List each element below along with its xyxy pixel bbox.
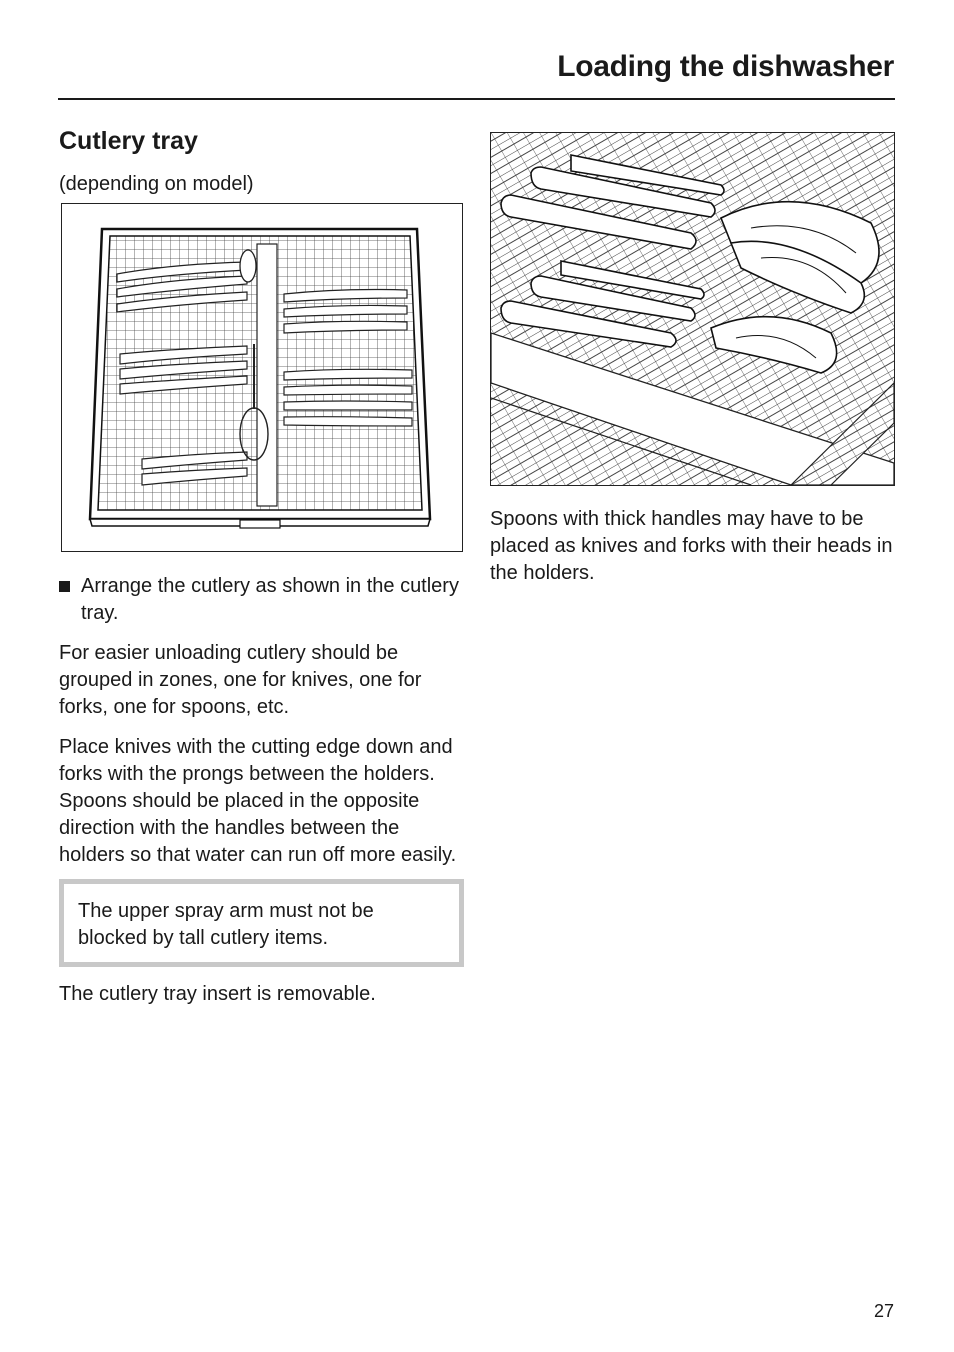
- square-bullet-icon: [59, 581, 70, 592]
- right-column: [490, 132, 895, 587]
- notice-box: [59, 879, 464, 967]
- header-divider: [58, 98, 895, 100]
- right-paragraph: Spoons with thick handles may have to be placed as knives and forks with their heads in the holders.: [490, 508, 893, 584]
- footer-note: The cutlery tray insert is removable.: [59, 983, 376, 1005]
- section-title: Cutlery tray: [59, 127, 198, 155]
- bullet-text: Arrange the cutlery as shown in the cutlery tray.: [81, 575, 459, 624]
- left-column: [59, 124, 464, 1008]
- page-heading: Loading the dishwasher: [557, 50, 894, 83]
- notice-text: The upper spray arm must not be blocked by tall cutlery items.: [78, 900, 374, 949]
- cutlery-rack-closeup-illustration: [490, 132, 895, 486]
- section-subtitle: (depending on model): [59, 173, 254, 195]
- instruction-bullet: [59, 573, 464, 627]
- page-number: 27: [873, 1301, 894, 1321]
- paragraph: Place knives with the cutting edge down and forks with the prongs between the holders. Spoons should be placed in the opposite direction with the handles between the holders so that water can run off more easily.: [59, 736, 457, 866]
- cutlery-tray-illustration: [61, 203, 463, 552]
- paragraph: For easier unloading cutlery should be grouped in zones, one for knives, one for forks, one for spoons, etc.: [59, 642, 422, 718]
